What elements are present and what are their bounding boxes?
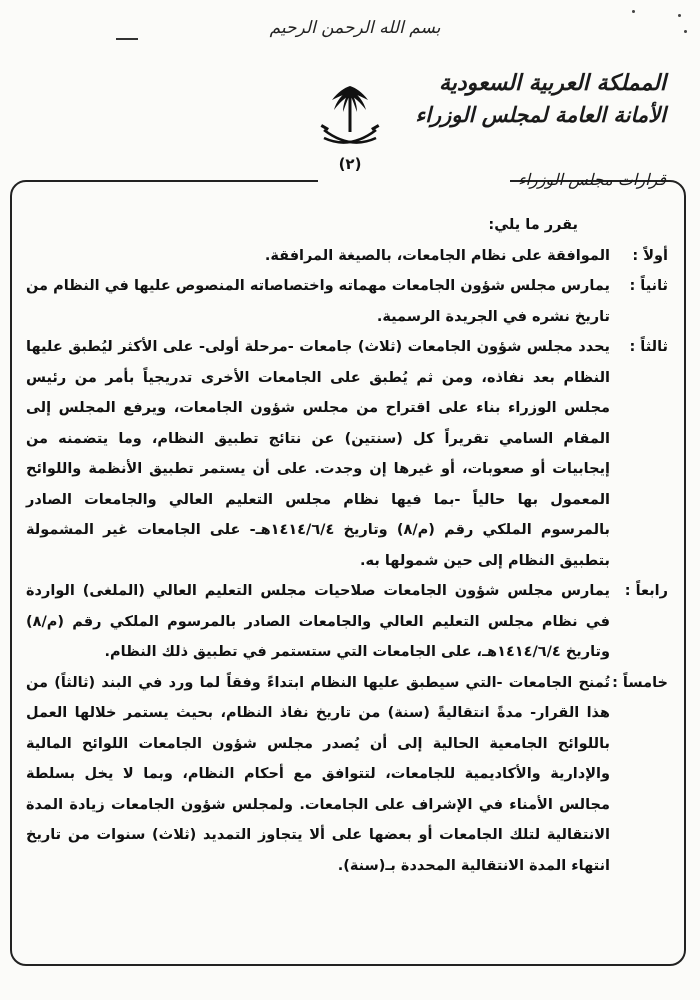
document-body: [26, 210, 668, 881]
header-dash: [116, 38, 138, 40]
scan-speck: [678, 14, 681, 17]
header-decisions: قرارات مجلس الوزراء: [518, 170, 666, 189]
decision-item: [26, 241, 668, 272]
item-label: خامساً :: [612, 674, 668, 691]
decision-item: [26, 271, 668, 332]
frame-gap: [360, 172, 510, 188]
item-text: الموافقة على نظام الجامعات، بالصيغة المرافقة.: [264, 247, 610, 264]
basmala: بسم الله الرحمن الرحيم: [269, 18, 441, 38]
scan-speck: [632, 10, 635, 13]
scan-speck: [684, 30, 687, 33]
page-number: (٢): [338, 155, 362, 173]
item-text: يحدد مجلس شؤون الجامعات (ثلاث) جامعات -مرحلة أولى- على الأكثر ليُطبق عليها النظام بعد نفاذه، ومن ثم يُطبق على الجامعات الأخرى تدريجياً بأمر من رئيس مجلس الوزراء بناء على اقتراح من مجلس شؤون الجامعات، ويرفع المجلس إلى المقام السامي تقريراً كل (سنتين) عن نتائج تطبيق النظام، وما يتضمنه من إيجابيات أو صعوبات، أو غيرها إن وجدت. على أن يستمر تطبيق الأنظمة واللوائح المعمول بها حالياً -بما فيها نظام مجلس التعليم العالي والجامعات الصادر بالمرسوم الملكي رقم (م/٨) وتاريخ ١٤١٤/٦/٤هـ- على الجامعات غير المشمولة بتطبيق النظام إلى حين شمولها به.: [26, 339, 610, 569]
saudi-palm-swords-emblem-icon: [318, 80, 382, 152]
decision-item: [26, 332, 668, 576]
item-label: أولاً :: [632, 247, 668, 264]
item-label: ثانياً :: [629, 278, 668, 294]
item-text: تُمنح الجامعات -التي سيطبق عليها النظام ابتداءً وفقاً لما ورد في البند (ثالثاً) من هذا القرار- مدةً انتقاليةً (سنة) من تاريخ نفاذ النظام، بحيث يستمر خلالها العمل باللوائح الجامعية الحالية إلى أن يُصدر مجلس شؤون الجامعات اللوائح المالية والإدارية والأكاديمية للجامعات، لتتوافق مع أحكام النظام، وبما لا يخل بسلطة مجالس الأمناء في الإشراف على الجامعات. ولمجلس شؤون الجامعات زيادة المدة الانتقالية لتلك الجامعات أو بعضها على ألا يتجاوز التمديد (ثلاث) سنوات من تاريخ انتهاء المدة الانتقالية المحددة بـ(سنة).: [26, 674, 610, 874]
decision-item: [26, 668, 668, 882]
header-secretariat: الأمانة العامة لمجلس الوزراء: [415, 102, 666, 127]
item-text: يمارس مجلس شؤون الجامعات مهماته واختصاصاته المنصوص عليها في النظام من تاريخ نشره في الجريدة الرسمية.: [26, 278, 610, 325]
decision-item: [26, 576, 668, 668]
item-label: رابعاً :: [624, 583, 668, 599]
item-label: ثالثاً :: [629, 339, 668, 355]
header-kingdom: المملكة العربية السعودية: [438, 70, 666, 96]
decision-intro: يقرر ما يلي:: [488, 217, 578, 233]
item-text: يمارس مجلس شؤون الجامعات صلاحيات مجلس التعليم العالي (الملغى) الواردة في نظام مجلس التعليم العالي والجامعات الصادر بالمرسوم الملكي رقم (م/٨) وتاريخ ١٤١٤/٦/٤هـ، على الجامعات التي ستستمر في تطبيق ذلك النظام.: [26, 583, 610, 660]
